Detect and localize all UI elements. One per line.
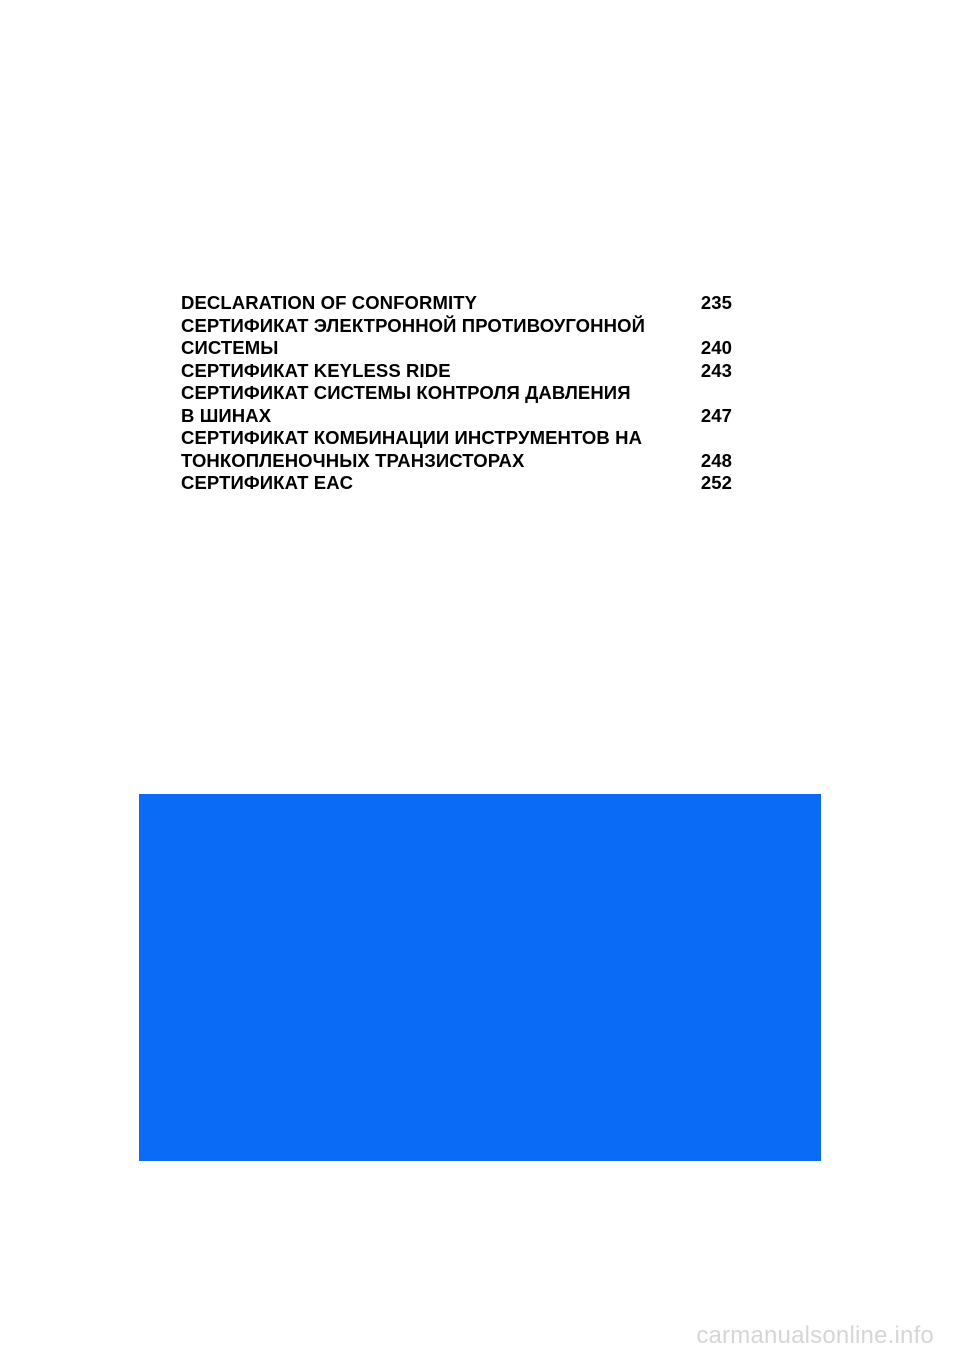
toc-entry-tyre-pressure-certificate[interactable]	[181, 382, 732, 427]
toc-entry-title-continued: ТОНКОПЛЕНОЧНЫХ ТРАНЗИСТОРАХ	[181, 449, 525, 471]
toc-entry-title-continued: СИСТЕМЫ	[181, 337, 279, 358]
toc-entry-title-continued: В ШИНАХ	[181, 404, 272, 426]
toc-entry-instrument-cluster-certificate[interactable]	[181, 427, 732, 472]
toc-entry-title: DECLARATION OF CONFORMITY	[181, 292, 478, 313]
watermark: carmanualsonline.info	[696, 1322, 934, 1349]
table-of-contents	[181, 292, 732, 495]
toc-entry-page: 243	[700, 359, 732, 381]
toc-entry-declaration-of-conformity[interactable]	[181, 292, 732, 315]
toc-entry-keyless-ride-certificate[interactable]	[181, 360, 732, 383]
toc-entry-title: СЕРТИФИКАТ KEYLESS RIDE	[181, 359, 451, 381]
toc-entry-page: 235	[700, 292, 732, 313]
toc-entry-title: СЕРТИФИКАТ СИСТЕМЫ КОНТРОЛЯ ДАВЛЕНИЯ	[181, 382, 631, 403]
toc-entry-eac-certificate[interactable]	[181, 472, 732, 495]
blue-panel	[139, 794, 821, 1161]
toc-entry-title: СЕРТИФИКАТ КОМБИНАЦИИ ИНСТРУМЕНТОВ НА	[181, 427, 643, 448]
toc-entry-title: СЕРТИФИКАТ ЭЛЕКТРОННОЙ ПРОТИВОУГОННОЙ	[181, 314, 645, 336]
toc-entry-page: 247	[700, 404, 732, 426]
toc-entry-immobilizer-certificate[interactable]	[181, 315, 732, 360]
toc-entry-title: СЕРТИФИКАТ EAC	[181, 472, 354, 493]
toc-entry-page: 240	[700, 337, 732, 358]
toc-entry-page: 248	[700, 449, 732, 471]
toc-entry-page: 252	[700, 472, 732, 493]
